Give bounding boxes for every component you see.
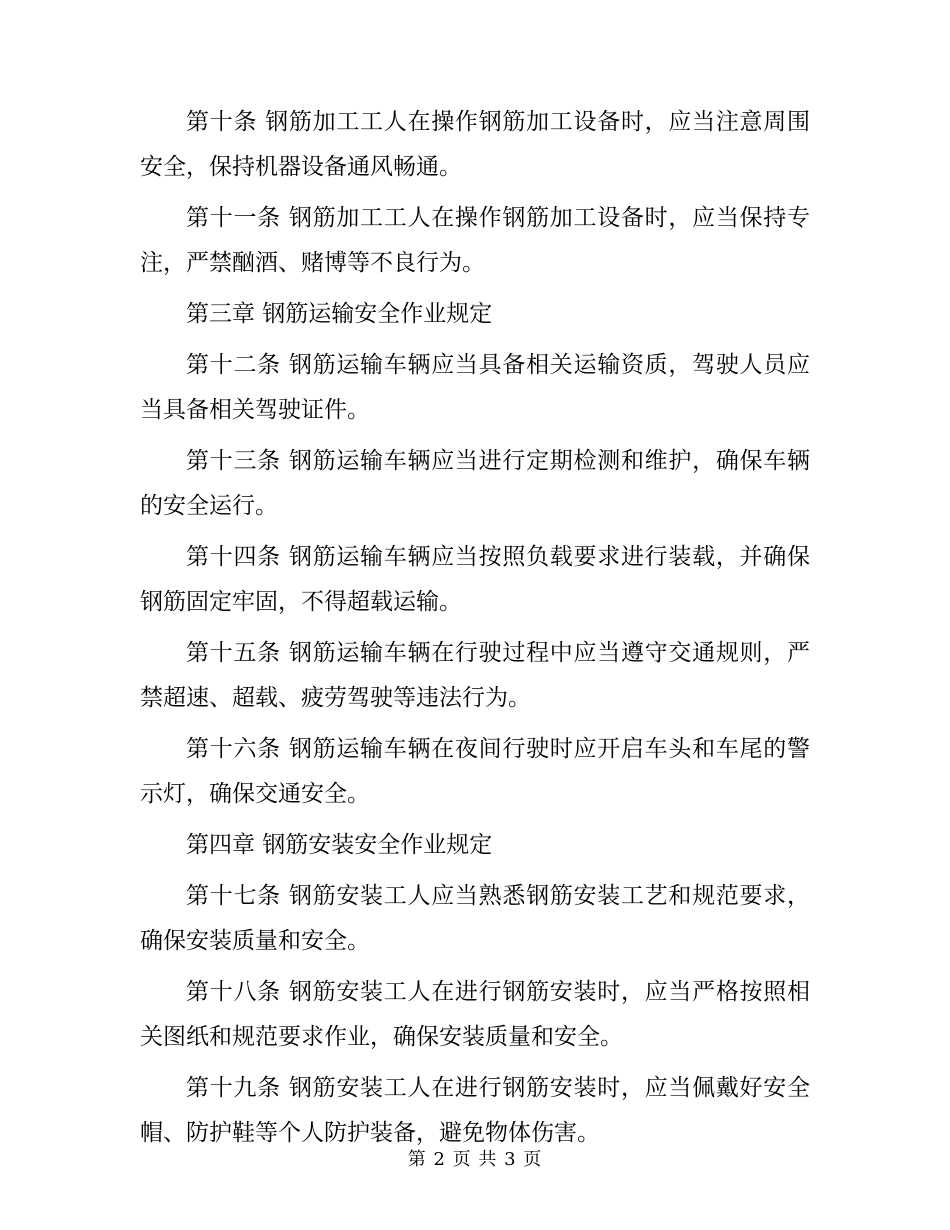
article-13: 第十三条 钢筋运输车辆应当进行定期检测和维护，确保车辆的安全运行。 [140,448,810,519]
article-19: 第十九条 钢筋安装工人在进行钢筋安装时，应当佩戴好安全帽、防护鞋等个人防护装备，避免物体伤害。 [140,1075,810,1146]
chapter-4-heading: 第四章 钢筋安装安全作业规定 [186,832,493,858]
article-10: 第十条 钢筋加工工人在操作钢筋加工设备时，应当注意周围安全，保持机器设备通风畅通。 [140,109,810,180]
page-footer [0,1145,950,1171]
article-16: 第十六条 钢筋运输车辆在夜间行驶时应开启车头和车尾的警示灯，确保交通安全。 [140,736,810,807]
article-15: 第十五条 钢筋运输车辆在行驶过程中应当遵守交通规则，严禁超速、超载、疲劳驾驶等违法行为。 [140,640,810,711]
document-body [140,100,810,1162]
article-12: 第十二条 钢筋运输车辆应当具备相关运输资质，驾驶人员应当具备相关驾驶证件。 [140,352,810,423]
article-14: 第十四条 钢筋运输车辆应当按照负载要求进行装载，并确保钢筋固定牢固，不得超载运输。 [140,544,810,615]
page-number: 第 2 页 共 3 页 [407,1149,543,1170]
article-17: 第十七条 钢筋安装工人应当熟悉钢筋安装工艺和规范要求，确保安装质量和安全。 [140,883,810,954]
article-18: 第十八条 钢筋安装工人在进行钢筋安装时，应当严格按照相关图纸和规范要求作业，确保安装质量和安全。 [140,979,810,1050]
article-11: 第十一条 钢筋加工工人在操作钢筋加工设备时，应当保持专注，严禁酗酒、赌博等不良行为。 [140,205,810,276]
chapter-3-heading: 第三章 钢筋运输安全作业规定 [186,301,493,327]
